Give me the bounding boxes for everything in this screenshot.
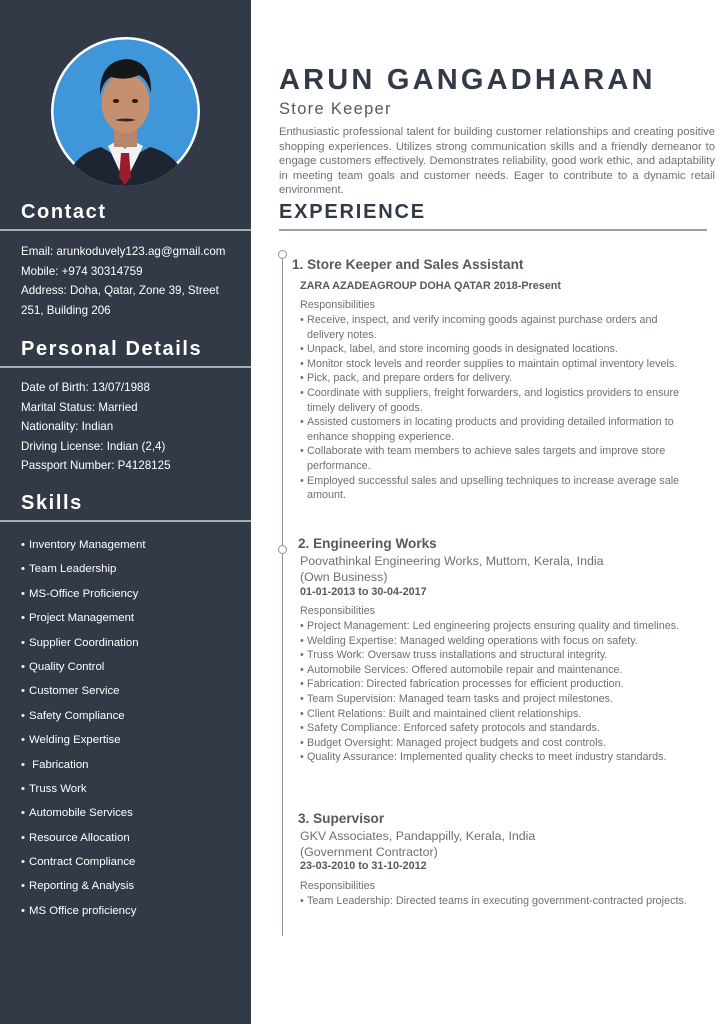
skill-item: • Safety Compliance xyxy=(21,704,246,728)
list-item: • Welding Expertise: Managed welding operations with focus on safety. xyxy=(300,634,690,649)
list-item: • Team Leadership: Directed teams in executing government-contracted projects. xyxy=(300,894,690,909)
skill-item: • Welding Expertise xyxy=(21,728,246,752)
timeline-line xyxy=(282,254,283,936)
job-dates: 23-03-2010 to 31-10-2012 xyxy=(300,860,427,872)
list-item: • Fabrication: Directed fabrication processes for efficient production. xyxy=(300,677,690,692)
list-item: • Collaborate with team members to achieve sales targets and improve store performance. xyxy=(300,444,690,473)
skill-item: • Fabrication xyxy=(21,753,246,777)
list-item: • Unpack, label, and store incoming goods in designated locations. xyxy=(300,342,690,357)
list-item: • Assisted customers in locating products and providing detailed information to enhance shopping experience. xyxy=(300,415,690,444)
skill-item: • Supplier Coordination xyxy=(21,631,246,655)
list-item: • Automobile Services: Offered automobile repair and maintenance. xyxy=(300,663,690,678)
candidate-name: ARUN GANGADHARAN xyxy=(279,64,656,96)
job-dates: 01-01-2013 to 30-04-2017 xyxy=(300,586,427,598)
passport-number: Passport Number: P4128125 xyxy=(21,459,171,472)
personal-details xyxy=(21,378,243,476)
contact-address: Address: Doha, Qatar, Zone 39, Street xyxy=(21,284,219,297)
job-company: GKV Associates, Pandappilly, Kerala, India xyxy=(300,829,536,843)
contact-heading: Contact xyxy=(21,201,107,223)
job-title: 2. Engineering Works xyxy=(298,536,437,551)
timeline-dot-icon xyxy=(278,250,287,259)
marital-status: Marital Status: Married xyxy=(21,400,138,414)
list-item: • Receive, inspect, and verify incoming goods against purchase orders and delivery notes. xyxy=(300,313,690,342)
avatar-portrait-icon xyxy=(51,37,200,186)
job-title: 1. Store Keeper and Sales Assistant xyxy=(292,257,524,272)
experience-heading: EXPERIENCE xyxy=(279,201,426,223)
profile-photo xyxy=(51,37,200,186)
skill-item: • Automobile Services xyxy=(21,801,246,825)
skill-item: • Resource Allocation xyxy=(21,826,246,850)
personal-details-heading: Personal Details xyxy=(21,338,203,360)
list-item: • Budget Oversight: Managed project budgets and cost controls. xyxy=(300,736,690,751)
responsibilities-label: Responsibilities xyxy=(300,299,376,311)
contact-mobile: Mobile: +974 30314759 xyxy=(21,264,143,278)
list-item: • Safety Compliance: Enforced safety protocols and standards. xyxy=(300,721,690,736)
skills-heading: Skills xyxy=(21,492,83,514)
list-item: • Monitor stock levels and reorder supplies to maintain optimal inventory levels. xyxy=(300,357,690,372)
responsibilities-label: Responsibilities xyxy=(300,605,376,617)
profile-summary: Enthusiastic professional talent for building customer relationships and creating positive shopping experiences. Utilizes strong communication skills and a friendly demeanor to engage customers effectively. Demonstrates reliability, good work ethic, and adaptability in meeting team goals and customer needs. Eager to contribute to a dynamic retail environment. xyxy=(279,126,715,197)
job-role: Store Keeper xyxy=(279,100,392,118)
skill-item: • Reporting & Analysis xyxy=(21,874,246,898)
list-item: • Quality Assurance: Implemented quality checks to meet industry standards. xyxy=(300,750,690,765)
skill-item: • Inventory Management xyxy=(21,533,246,557)
driving-license: Driving License: Indian (2,4) xyxy=(21,439,166,453)
list-item: • Coordinate with suppliers, freight forwarders, and logistics providers to ensure timely delivery of goods. xyxy=(300,386,690,415)
personal-details-divider xyxy=(0,366,251,368)
skills-list xyxy=(21,533,246,923)
nationality: Nationality: Indian xyxy=(21,420,114,433)
job-company: Poovathinkal Engineering Works, Muttom, Kerala, India xyxy=(300,554,604,568)
contact-address-cont: 251, Building 206 xyxy=(21,303,111,317)
job-responsibilities xyxy=(300,619,690,765)
skill-item: • Project Management xyxy=(21,606,246,630)
list-item: • Client Relations: Built and maintained client relationships. xyxy=(300,707,690,722)
contact-divider xyxy=(0,229,251,231)
skill-item: • Contract Compliance xyxy=(21,850,246,874)
list-item: • Employed successful sales and upselling techniques to increase average sale amount. xyxy=(300,474,690,503)
list-item: • Pick, pack, and prepare orders for delivery. xyxy=(300,371,690,386)
job-company-note: (Own Business) xyxy=(300,570,388,584)
job-responsibilities xyxy=(300,313,690,503)
main-content xyxy=(251,0,725,1024)
experience-divider xyxy=(279,229,707,231)
skills-divider xyxy=(0,520,251,522)
skill-item: • Team Leadership xyxy=(21,557,246,581)
job-company: ZARA AZADEAGROUP DOHA QATAR 2018-Present xyxy=(300,280,561,292)
job-company-note: (Government Contractor) xyxy=(300,845,438,859)
date-of-birth: Date of Birth: 13/07/1988 xyxy=(21,381,150,394)
skill-item: • Quality Control xyxy=(21,655,246,679)
responsibilities-label: Responsibilities xyxy=(300,880,376,892)
skill-item: • Truss Work xyxy=(21,777,246,801)
skill-item: • MS-Office Proficiency xyxy=(21,582,246,606)
list-item: • Project Management: Led engineering projects ensuring quality and timelines. xyxy=(300,619,690,634)
skill-item: • Customer Service xyxy=(21,679,246,703)
job-responsibilities xyxy=(300,894,690,909)
contact-details xyxy=(21,242,243,320)
timeline-dot-icon xyxy=(278,545,287,554)
list-item: • Team Supervision: Managed team tasks and project milestones. xyxy=(300,692,690,707)
contact-email: Email: arunkoduvely123.ag@gmail.com xyxy=(21,245,226,258)
sidebar xyxy=(0,0,251,1024)
job-title: 3. Supervisor xyxy=(298,811,385,826)
skill-item: • MS Office proficiency xyxy=(21,899,246,923)
list-item: • Truss Work: Oversaw truss installations and structural integrity. xyxy=(300,648,690,663)
